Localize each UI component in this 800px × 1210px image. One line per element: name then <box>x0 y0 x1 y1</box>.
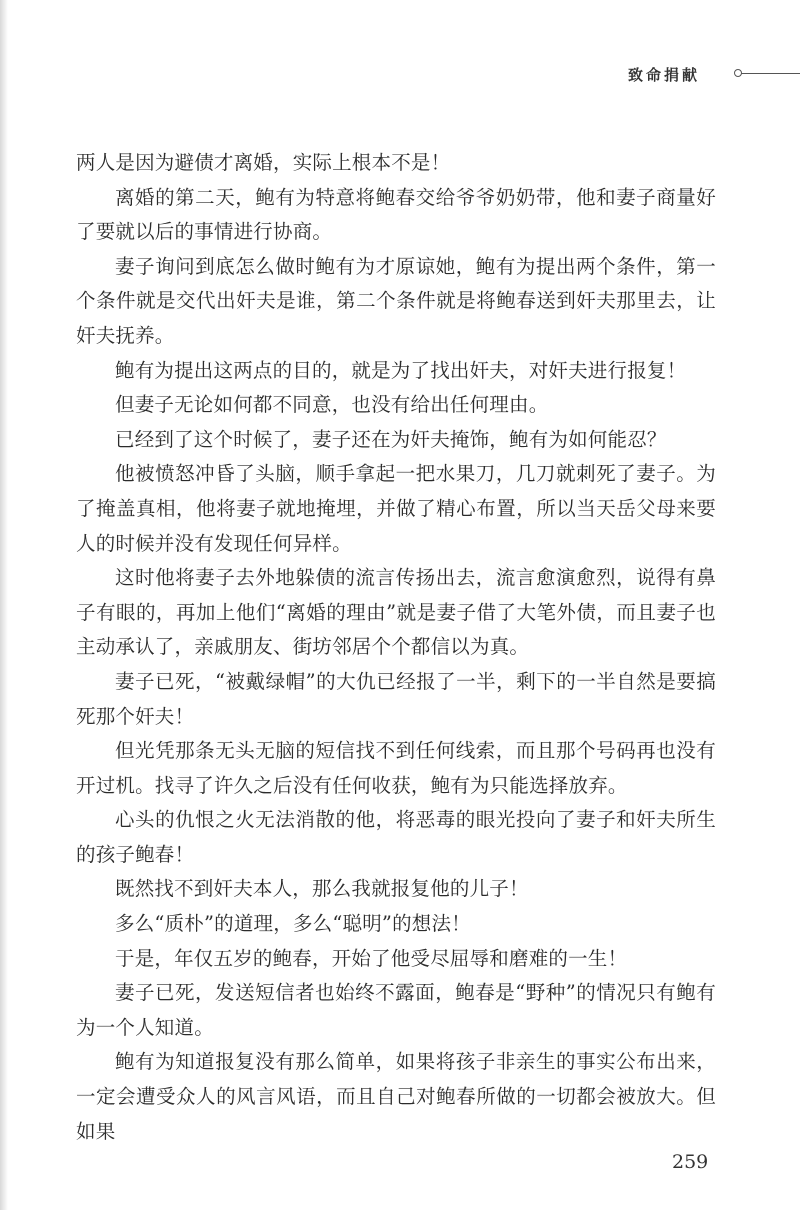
paragraph-8: 这时他将妻子去外地躲债的流言传扬出去，流言愈演愈烈，说得有鼻子有眼的，再加上他们“离婚的理由”就是妻子借了大笔外债，而且妻子也主动承认了，亲戚朋友、街坊邻居个个都信以为真。 <box>76 566 716 659</box>
running-header-title: 致命捐献 <box>628 66 701 84</box>
paragraph-5: 但妻子无论如何都不同意，也没有给出任何理由。 <box>115 393 549 417</box>
paragraph-14: 于是，年仅五岁的鲍春，开始了他受尽屈辱和磨难的一生！ <box>115 946 628 970</box>
paragraph-13: 多么“质朴”的道理，多么“聪明”的想法！ <box>115 912 471 936</box>
paragraph-16: 鲍有为知道报复没有那么简单，如果将孩子非亲生的事实公布出来，一定会遭受众人的风言风语，而且自己对鲍春所做的一切都会被放大。但如果 <box>76 1050 716 1143</box>
paragraph-12: 既然找不到奸夫本人，那么我就报复他的儿子！ <box>115 877 529 901</box>
paragraph-9: 妻子已死，“被戴绿帽”的大仇已经报了一半，剩下的一半自然是要搞死那个奸夫！ <box>76 669 716 728</box>
page-edge-shadow <box>0 0 8 1210</box>
header-ring-ornament-icon <box>734 69 742 77</box>
page-number: 259 <box>672 1151 709 1173</box>
paragraph-2: 离婚的第二天，鲍有为特意将鲍春交给爷爷奶奶带，他和妻子商量好了要就以后的事情进行协商。 <box>76 185 716 244</box>
header-rule-line <box>738 73 800 74</box>
paragraph-3: 妻子询问到底怎么做时鲍有为才原谅她，鲍有为提出两个条件，第一个条件就是交代出奸夫是谁，第二个条件就是将鲍春送到奸夫那里去，让奸夫抚养。 <box>76 254 716 347</box>
body-text <box>76 146 716 1149</box>
paragraph-6: 已经到了这个时候了，妻子还在为奸夫掩饰，鲍有为如何能忍？ <box>115 427 667 451</box>
paragraph-15: 妻子已死，发送短信者也始终不露面，鲍春是“野种”的情况只有鲍有为一个人知道。 <box>76 981 716 1039</box>
paragraph-7: 他被愤怒冲昏了头脑，顺手拿起一把水果刀，几刀就刺死了妻子。为了掩盖真相，他将妻子就地掩埋，并做了精心布置，所以当天岳父母来要人的时候并没有发现任何异样。 <box>76 462 716 555</box>
paragraph-11: 心头的仇恨之火无法消散的他，将恶毒的眼光投向了妻子和奸夫所生的孩子鲍春！ <box>76 808 716 866</box>
paragraph-10: 但光凭那条无头无脑的短信找不到任何线索，而且那个号码再也没有开过机。找寻了许久之后没有任何收获，鲍有为只能选择放弃。 <box>76 739 716 797</box>
paragraph-4: 鲍有为提出这两点的目的，就是为了找出奸夫，对奸夫进行报复！ <box>115 358 687 382</box>
paragraph-1: 两人是因为避债才离婚，实际上根本不是！ <box>76 151 451 174</box>
